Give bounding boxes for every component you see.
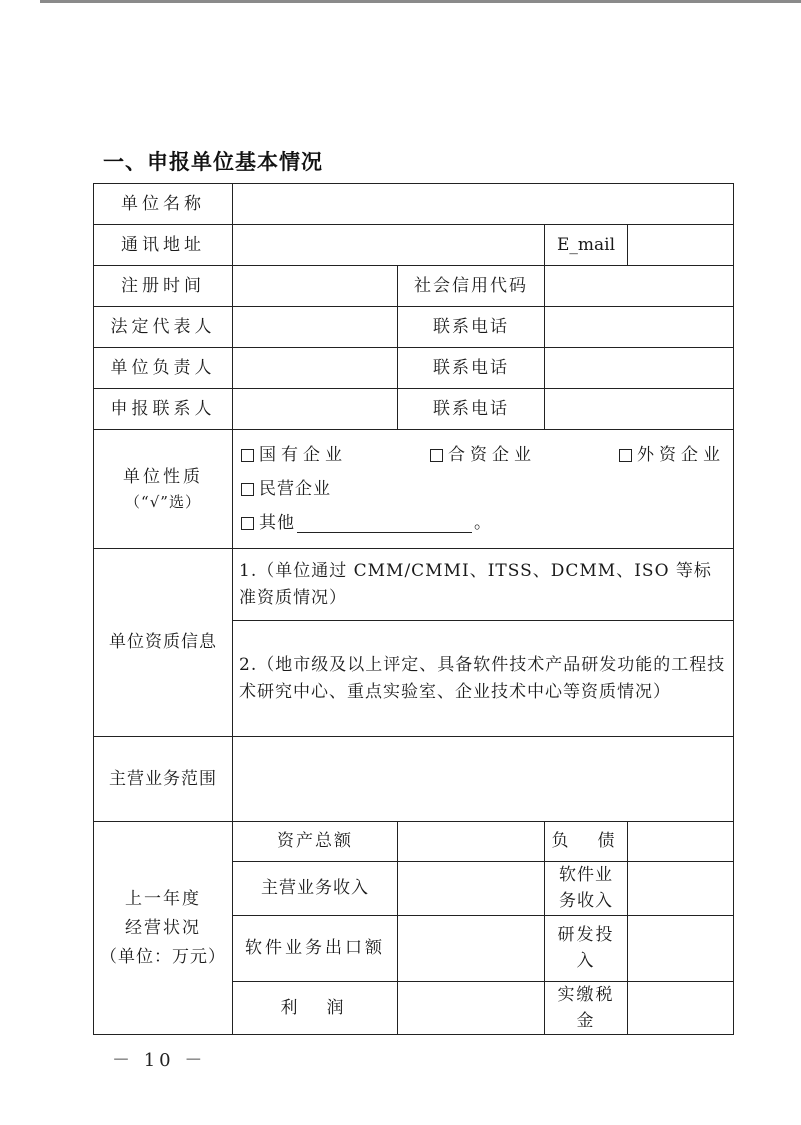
legal-rep-field[interactable] bbox=[233, 307, 398, 348]
tax-paid-label: 实缴税金 bbox=[545, 981, 628, 1035]
credit-code-label: 社会信用代码 bbox=[398, 266, 545, 307]
main-revenue-label: 主营业务收入 bbox=[233, 862, 398, 916]
rd-investment-label: 研发投入 bbox=[545, 915, 628, 981]
row-finance-1 bbox=[94, 822, 734, 862]
row-unit-head bbox=[94, 348, 734, 389]
contact-phone-field[interactable] bbox=[545, 389, 734, 430]
option-joint-venture[interactable]: 合资企业 bbox=[430, 442, 536, 468]
contact-field[interactable] bbox=[233, 389, 398, 430]
checkbox-icon[interactable] bbox=[241, 517, 254, 530]
other-blank-line[interactable] bbox=[297, 514, 472, 533]
section-title: 一、申报单位基本情况 bbox=[103, 150, 323, 174]
scan-edge-line bbox=[40, 0, 801, 3]
profit-field[interactable] bbox=[398, 981, 545, 1035]
main-revenue-field[interactable] bbox=[398, 862, 545, 916]
email-label: E_mail bbox=[545, 225, 628, 266]
legal-rep-label: 法定代表人 bbox=[94, 307, 233, 348]
reg-time-field[interactable] bbox=[233, 266, 398, 307]
row-legal-rep bbox=[94, 307, 734, 348]
legal-rep-phone-field[interactable] bbox=[545, 307, 734, 348]
checkbox-icon[interactable] bbox=[241, 483, 254, 496]
unit-head-phone-field[interactable] bbox=[545, 348, 734, 389]
basic-info-table bbox=[93, 183, 734, 1035]
qualification-label: 单位资质信息 bbox=[94, 549, 233, 737]
reg-time-label: 注册时间 bbox=[94, 266, 233, 307]
unit-head-field[interactable] bbox=[233, 348, 398, 389]
row-unit-name bbox=[94, 184, 734, 225]
finance-label-cell bbox=[94, 822, 233, 1035]
software-export-label: 软件业务出口额 bbox=[233, 915, 398, 981]
contact-phone-label: 联系电话 bbox=[398, 389, 545, 430]
business-scope-field[interactable] bbox=[233, 737, 734, 822]
rd-investment-field[interactable] bbox=[628, 915, 734, 981]
finance-label-line2: 经营状况 bbox=[125, 917, 201, 938]
software-revenue-label: 软件业务收入 bbox=[545, 862, 628, 916]
business-scope-label: 主营业务范围 bbox=[94, 737, 233, 822]
row-nature bbox=[94, 430, 734, 549]
page-number: － 10 － bbox=[112, 1050, 207, 1071]
unit-name-label: 单位名称 bbox=[94, 184, 233, 225]
option-private[interactable]: 民营企业 bbox=[241, 476, 331, 502]
row-business-scope bbox=[94, 737, 734, 822]
credit-code-field[interactable] bbox=[545, 266, 734, 307]
nature-label: 单位性质 bbox=[123, 467, 203, 488]
unit-head-label: 单位负责人 bbox=[94, 348, 233, 389]
liabilities-label: 负 债 bbox=[545, 822, 628, 862]
contact-label: 申报联系人 bbox=[94, 389, 233, 430]
finance-label-line3: （单位：万元） bbox=[100, 946, 226, 967]
nature-label-cell bbox=[94, 430, 233, 549]
unit-head-phone-label: 联系电话 bbox=[398, 348, 545, 389]
liabilities-field[interactable] bbox=[628, 822, 734, 862]
checkbox-icon[interactable] bbox=[619, 449, 632, 462]
nature-note: （“√”选） bbox=[125, 492, 201, 511]
row-reg-time bbox=[94, 266, 734, 307]
profit-label: 利 润 bbox=[233, 981, 398, 1035]
address-label: 通讯地址 bbox=[94, 225, 233, 266]
nature-options bbox=[233, 430, 734, 549]
software-export-field[interactable] bbox=[398, 915, 545, 981]
qualification-item-2[interactable]: 2.（地市级及以上评定、具备软件技术产品研发功能的工程技术研究中心、重点实验室、企业技术中心等资质情况） bbox=[233, 621, 734, 737]
tax-paid-field[interactable] bbox=[628, 981, 734, 1035]
option-foreign[interactable]: 外资企业 bbox=[619, 442, 725, 468]
option-other[interactable]: 其他 。 bbox=[241, 510, 492, 536]
checkbox-icon[interactable] bbox=[430, 449, 443, 462]
checkbox-icon[interactable] bbox=[241, 449, 254, 462]
unit-name-field[interactable] bbox=[233, 184, 734, 225]
total-assets-field[interactable] bbox=[398, 822, 545, 862]
finance-label-line1: 上一年度 bbox=[125, 888, 201, 909]
total-assets-label: 资产总额 bbox=[233, 822, 398, 862]
row-address bbox=[94, 225, 734, 266]
row-qualification-1 bbox=[94, 549, 734, 621]
legal-rep-phone-label: 联系电话 bbox=[398, 307, 545, 348]
software-revenue-field[interactable] bbox=[628, 862, 734, 916]
option-state-owned[interactable]: 国有企业 bbox=[241, 442, 347, 468]
row-contact bbox=[94, 389, 734, 430]
address-field[interactable] bbox=[233, 225, 545, 266]
email-field[interactable] bbox=[628, 225, 734, 266]
qualification-item-1[interactable]: 1.（单位通过 CMM/CMMI、ITSS、DCMM、ISO 等标准资质情况） bbox=[233, 549, 734, 621]
